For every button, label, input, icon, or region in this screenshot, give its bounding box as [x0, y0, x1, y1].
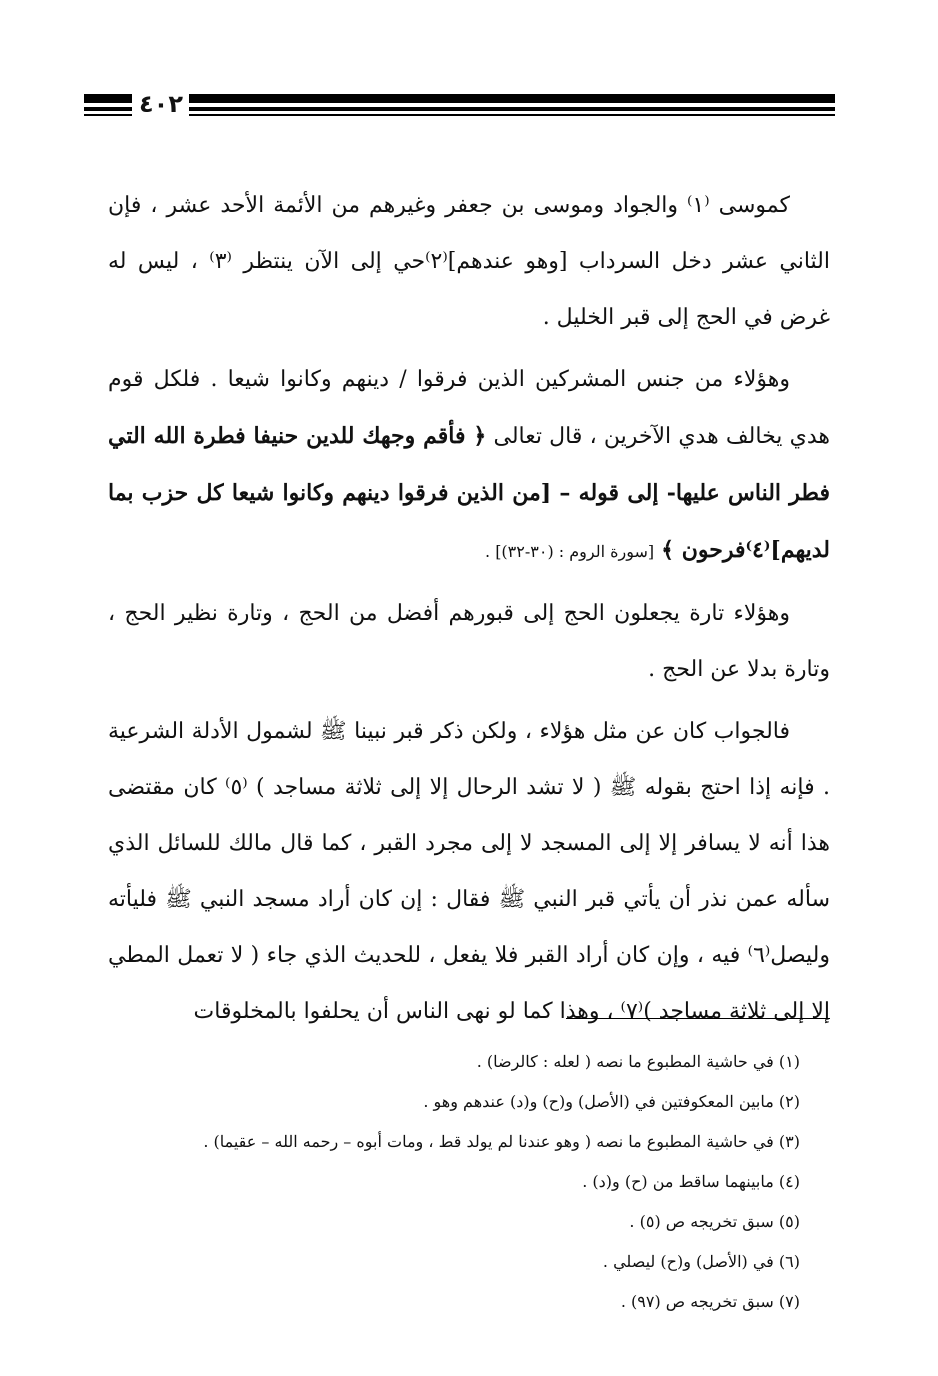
quran-verse: ﴿ فأقم وجهك للدين حنيفا فطرة الله التي فطر الناس عليها- إلى قوله – [من الذين فرقوا دينهم وكانوا شيعا كل حزب بما لديهم]⁽٤⁾فرحون ﴾: [108, 423, 830, 563]
verse-reference: [سورة الروم : (٣٠-٣٢)] .: [485, 542, 655, 561]
paragraph-text: كموسى ⁽١⁾ والجواد وموسى بن جعفر وغيرهم من الأئمة الأحد عشر ، فإن الثاني عشر دخل السرداب [وهو عندهم]⁽٢⁾حي إلى الآن ينتظر ⁽٣⁾ ، ليس له غرض في الحج إلى قبر الخليل .: [108, 193, 830, 330]
paragraph-text: فالجواب كان عن مثل هؤلاء ، ولكن ذكر قبر نبينا ﷺ لشمول الأدلة الشرعية . فإنه إذا احتج بقوله ﷺ ( لا تشد الرحال إلا إلى ثلاثة مساجد ) ⁽٥⁾ كان مقتضى هذا أنه لا يسافر إلا إلى المسجد لا إلى مجرد القبر ، كما قال مالك للسائل الذي سأله عمن نذر أن يأتي قبر النبي ﷺ فقال : إن كان أراد مسجد النبي ﷺ فليأته وليصل⁽٦⁾ فيه ، وإن كان أراد القبر فلا يفعل ، للحديث الذي جاء ( لا تعمل المطي إلا إلى ثلاثة مساجد )⁽٧⁾ ، وهذا كما لو نهى الناس أن يحلفوا بالمخلوقات: [108, 719, 830, 1024]
footnote: (١) في حاشية المطبوع ما نصه ( لعله : كالرضا) .: [476, 1052, 800, 1071]
footnote: (٦) في (الأصل) و(ح) ليصلي .: [602, 1252, 800, 1271]
footnotes: [108, 1042, 830, 1322]
footnote: (٢) مابين المعكوفتين في (الأصل) و(ح) و(د) عندهم وهو .: [423, 1092, 800, 1111]
header-rule-left: [84, 92, 132, 118]
footnote: (٥) سبق تخريجه ص (٥) .: [629, 1212, 800, 1231]
footnote-separator: [566, 1018, 830, 1019]
footnote: (٧) سبق تخريجه ص (٩٧) .: [620, 1292, 800, 1311]
paragraph: [108, 586, 830, 698]
page-header: [84, 92, 835, 118]
paragraph-text: وهؤلاء من جنس المشركين الذين فرقوا / دينهم وكانوا شيعا . فلكل قوم هدي يخالف هدي الآخرين ، قال تعالى: [108, 367, 830, 449]
footnote: (٤) مابينهما ساقط من (ح) و(د) .: [582, 1172, 800, 1191]
paragraph-text: وهؤلاء تارة يجعلون الحج إلى قبورهم أفضل من الحج ، وتارة نظير الحج ، وتارة بدلا عن الحج .: [108, 601, 830, 682]
page-number: ٤٠٢: [139, 90, 183, 118]
footnote: (٣) في حاشية المطبوع ما نصه ( وهو عندنا لم يولد قط ، ومات أبوه – رحمه الله – عقيما) .: [203, 1132, 800, 1151]
paragraph: [108, 704, 830, 1040]
paragraph: [108, 178, 830, 346]
header-rule-right: [189, 92, 835, 118]
main-text: [108, 178, 830, 1046]
paragraph-with-verse: [108, 352, 830, 580]
